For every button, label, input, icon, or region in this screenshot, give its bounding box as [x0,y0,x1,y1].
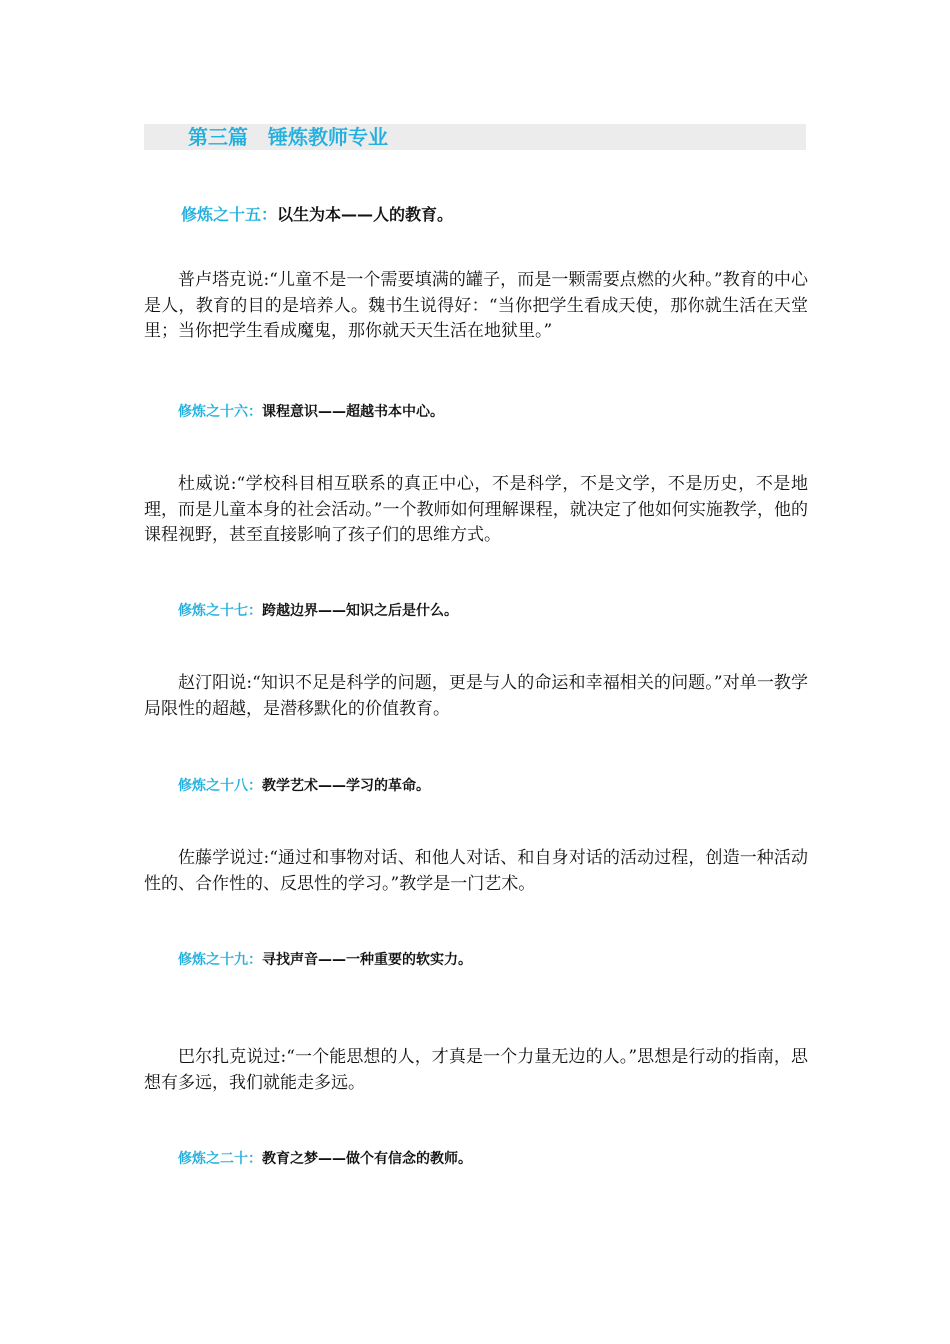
section-paragraph: 普卢塔克说:“儿童不是一个需要填满的罐子，而是一颗需要点燃的火种。”教育的中心是人，教育的目的是培养人。魏书生说得好：“当你把学生看成天使，那你就生活在天堂里；当你把学生看成魔鬼，那你就天天生活在地狱里。” [144,270,808,341]
section-heading-topic: 课程意识——超越书本中心。 [262,404,444,420]
section-heading-topic: 以生为本——人的教育。 [277,205,454,224]
part-title-bar [144,124,806,150]
section-heading-prefix: 修炼之十七： [178,603,262,619]
section-heading [181,202,453,225]
section-heading [178,600,458,620]
section-heading [178,775,430,795]
section-paragraph: 杜威说:“学校科目相互联系的真正中心，不是科学，不是文学，不是历史，不是地理，而是儿童本身的社会活动。”一个教师如何理解课程，就决定了他如何实施教学，他的课程视野，甚至直接影响了孩子们的思维方式。 [144,474,808,545]
section-heading [178,949,472,969]
part-title: 第三篇 锤炼教师专业 [188,125,388,149]
section-heading-prefix: 修炼之二十： [178,1151,262,1167]
section-heading-topic: 教育之梦——做个有信念的教师。 [262,1151,472,1167]
section-heading [178,1148,472,1168]
section-paragraph: 佐藤学说过:“通过和事物对话、和他人对话、和自身对话的活动过程，创造一种活动性的、合作性的、反思性的学习。”教学是一门艺术。 [144,848,808,894]
section-heading-prefix: 修炼之十八： [178,778,262,794]
section-paragraph: 赵汀阳说:“知识不足是科学的问题，更是与人的命运和幸福相关的问题。”对单一教学局限性的超越，是潜移默化的价值教育。 [144,673,808,719]
section-heading-prefix: 修炼之十九： [178,952,262,968]
section-heading-topic: 寻找声音——一种重要的软实力。 [262,952,472,968]
section-paragraph: 巴尔扎克说过:“一个能思想的人，才真是一个力量无边的人。”思想是行动的指南，思想有多远，我们就能走多远。 [144,1047,808,1093]
section-heading-prefix: 修炼之十五： [181,205,278,224]
section-heading-prefix: 修炼之十六： [178,404,262,420]
section-heading [178,401,444,421]
section-heading-topic: 跨越边界——知识之后是什么。 [262,603,458,619]
section-heading-topic: 教学艺术——学习的革命。 [262,778,430,794]
